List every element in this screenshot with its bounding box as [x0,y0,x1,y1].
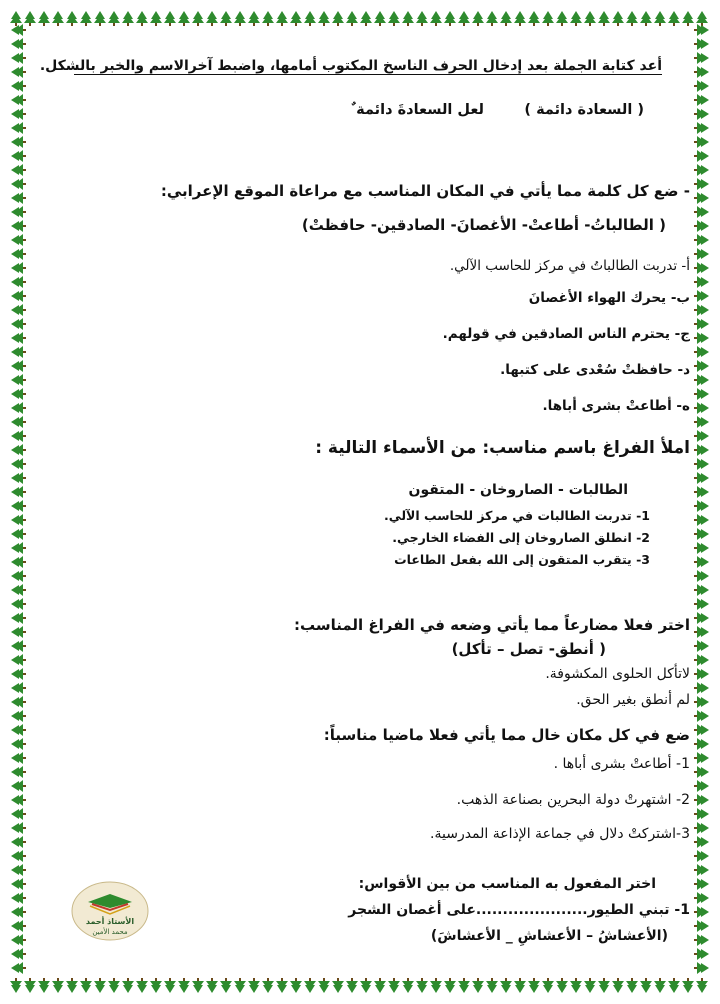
tree-ornament [694,836,709,848]
s3-question-1: 1- تدربت الطالبات في مركز للحاسب الآلي. [383,508,650,523]
tree-ornament [402,11,414,26]
tree-ornament [11,584,26,596]
tree-ornament [11,430,26,442]
tree-ornament [52,11,64,26]
s6-question-1: 1- تبني الطيور.....................على أغصان الشجر [348,902,690,918]
teacher-logo [70,880,150,942]
tree-ornament [694,402,709,414]
tree-ornament [11,906,26,918]
tree-ornament [220,11,232,26]
tree-ornament [694,430,709,442]
tree-ornament [136,11,148,26]
tree-ornament [234,11,246,26]
tree-ornament [52,978,64,993]
s2-title: - ضع كل كلمة مما يأتي في المكان المناسب مع مراعاة الموقع الإعرابي: [160,182,690,200]
tree-ornament [416,11,428,26]
tree-ornament [694,66,709,78]
tree-ornament [11,346,26,358]
tree-ornament [694,878,709,890]
tree-ornament [304,978,316,993]
tree-ornament [11,206,26,218]
tree-ornament [626,11,638,26]
tree-ornament [11,668,26,680]
s6-options: (الأعشاشُ – الأعشاشِ _ الأعشاشَ) [430,928,668,944]
tree-ornament [694,864,709,876]
tree-ornament [360,978,372,993]
s3-question-2: 2- انطلق الصاروخان إلى الفضاء الخارجي. [392,530,650,545]
tree-ornament [11,808,26,820]
tree-ornament [694,906,709,918]
s3-words: الطالبات - الصاروخان - المتقون [408,482,628,498]
tree-ornament [694,248,709,260]
tree-ornament [696,11,708,26]
tree-ornament [694,192,709,204]
tree-ornament [11,234,26,246]
tree-ornament [94,11,106,26]
header-instruction: أعد كتابة الجملة بعد إدخال الحرف الناسخ المكتوب أمامها، واضبط آخرالاسم والخبر بالشكل. [39,58,662,74]
s4-words: ( أنطق- تصل – تأكل) [451,640,606,658]
tree-ornament [626,978,638,993]
tree-ornament [11,934,26,946]
tree-ornament [570,11,582,26]
tree-ornament [694,696,709,708]
tree-ornament [150,11,162,26]
tree-ornament [10,978,22,993]
tree-ornament [164,978,176,993]
tree-ornament [192,978,204,993]
tree-ornament [694,150,709,162]
tree-ornament [290,978,302,993]
tree-ornament [150,978,162,993]
tree-ornament [11,192,26,204]
tree-ornament [694,318,709,330]
s2-question-b: ب- يحرك الهواء الأغصانَ [528,290,690,306]
tree-ornament [694,276,709,288]
s5-question-2: 2- اشتهرتْ دولة البحرين بصناعة الذهب. [456,792,690,808]
tree-ornament [694,388,709,400]
tree-ornament [694,52,709,64]
tree-ornament [11,682,26,694]
tree-ornament [11,150,26,162]
tree-ornament [430,11,442,26]
tree-ornament [11,290,26,302]
tree-ornament [388,11,400,26]
tree-ornament [11,962,26,974]
tree-ornament [11,318,26,330]
tree-ornament [694,458,709,470]
tree-ornament [458,11,470,26]
tree-ornament [694,808,709,820]
s4-title: اختر فعلا مضارعاً مما يأتي وضعه في الفراغ المناسب: [293,616,690,634]
tree-ornament [11,178,26,190]
tree-ornament [694,724,709,736]
s1-item-a: ( السعادة دائمة ) [524,102,644,118]
tree-ornament [640,11,652,26]
tree-ornament [694,108,709,120]
s2-question-d: د- حافظتْ سُعْدى على كتبها. [500,362,690,378]
tree-ornament [11,724,26,736]
tree-ornament [570,978,582,993]
tree-ornament [694,262,709,274]
tree-ornament [696,978,708,993]
tree-ornament [304,11,316,26]
s5-question-3: 3-اشتركتْ دلال في جماعة الإذاعة المدرسية. [430,826,690,842]
tree-ornament [528,11,540,26]
tree-ornament [11,598,26,610]
tree-ornament [416,978,428,993]
s3-question-3: 3- يتقرب المتقون إلى الله بفعل الطاعات [394,552,650,567]
tree-ornament [360,11,372,26]
tree-ornament [694,374,709,386]
tree-ornament [694,668,709,680]
tree-ornament [458,978,470,993]
tree-ornament [694,752,709,764]
tree-ornament [178,978,190,993]
tree-ornament [682,978,694,993]
s5-title: ضع في كل مكان خال مما يأتي فعلا ماضيا مناسباً: [323,726,690,744]
tree-ornament [694,346,709,358]
tree-ornament [24,978,36,993]
tree-ornament [694,220,709,232]
tree-ornament [598,978,610,993]
tree-ornament [374,978,386,993]
tree-ornament [430,978,442,993]
svg-text:محمد الأمين: محمد الأمين [92,928,128,936]
s2-question-a: أ- تدربت الطالباتُ في مركز للحاسب الآلي. [449,258,690,274]
s2-words: ( الطالباتُ- أطاعتْ- الأغصانَ- الصادقين- حافظتْ) [301,216,666,234]
tree-ornament [11,542,26,554]
tree-ornament [318,11,330,26]
tree-ornament [11,402,26,414]
tree-ornament [11,570,26,582]
tree-ornament [694,682,709,694]
tree-ornament [694,472,709,484]
tree-ornament [11,766,26,778]
tree-ornament [11,850,26,862]
tree-ornament [11,528,26,540]
tree-ornament [694,640,709,652]
tree-ornament [694,234,709,246]
tree-ornament [332,978,344,993]
tree-ornament [500,11,512,26]
tree-ornament [262,978,274,993]
s4-question-1: لاتأكل الحلوى المكشوفة. [545,666,690,682]
tree-ornament [11,836,26,848]
tree-ornament [346,11,358,26]
tree-ornament [11,472,26,484]
tree-ornament [694,934,709,946]
tree-ornament [402,978,414,993]
tree-ornament [11,696,26,708]
tree-ornament [694,500,709,512]
tree-ornament [262,11,274,26]
tree-ornament [11,94,26,106]
tree-ornament [694,486,709,498]
tree-ornament [11,248,26,260]
tree-ornament [108,978,120,993]
tree-ornament [694,416,709,428]
tree-ornament [108,11,120,26]
tree-ornament [694,766,709,778]
tree-ornament [694,654,709,666]
tree-ornament [694,80,709,92]
tree-ornament [11,514,26,526]
tree-ornament [374,11,386,26]
tree-ornament [694,598,709,610]
tree-ornament [24,11,36,26]
tree-ornament [500,978,512,993]
tree-ornament [682,11,694,26]
svg-text:الأستاذ أحمد: الأستاذ أحمد [85,917,135,926]
s6-title: اختر المفعول به المناسب من بين الأقواس: [358,876,656,892]
tree-ornament [66,978,78,993]
tree-ornament [11,486,26,498]
tree-ornament [612,11,624,26]
tree-ornament [11,360,26,372]
tree-ornament [694,794,709,806]
tree-ornament [11,444,26,456]
tree-ornament [94,978,106,993]
tree-ornament [694,514,709,526]
tree-ornament [556,978,568,993]
tree-ornament [694,710,709,722]
tree-ornament [694,528,709,540]
tree-ornament [444,978,456,993]
tree-ornament [694,892,709,904]
tree-ornament [276,11,288,26]
tree-ornament [486,11,498,26]
s3-title: املأ الفراغ باسم مناسب: من الأسماء التالية : [315,438,690,458]
tree-ornament [556,11,568,26]
tree-ornament [694,206,709,218]
tree-ornament [11,864,26,876]
tree-ornament [612,978,624,993]
tree-ornament [234,978,246,993]
tree-ornament [11,892,26,904]
tree-ornament [694,94,709,106]
tree-ornament [11,416,26,428]
tree-ornament [122,978,134,993]
tree-ornament [694,626,709,638]
tree-ornament [192,11,204,26]
tree-ornament [694,850,709,862]
tree-ornament [332,11,344,26]
tree-ornament [694,612,709,624]
tree-ornament [11,122,26,134]
tree-ornament [11,654,26,666]
tree-ornament [694,584,709,596]
tree-ornament [11,920,26,932]
tree-ornament [694,178,709,190]
tree-ornament [694,962,709,974]
tree-ornament [388,978,400,993]
tree-ornament [668,11,680,26]
tree-ornament [486,978,498,993]
tree-ornament [694,360,709,372]
tree-ornament [598,11,610,26]
tree-ornament [11,640,26,652]
tree-ornament [11,612,26,624]
tree-ornament [11,948,26,960]
tree-ornament [668,978,680,993]
tree-ornament [290,11,302,26]
tree-ornament [11,500,26,512]
tree-ornament [11,388,26,400]
tree-ornament [694,304,709,316]
tree-ornament [11,164,26,176]
tree-ornament [38,11,50,26]
tree-ornament [584,978,596,993]
tree-ornament [11,738,26,750]
tree-ornament [178,11,190,26]
tree-ornament [11,374,26,386]
tree-ornament [694,920,709,932]
tree-ornament [654,11,666,26]
tree-ornament [694,332,709,344]
tree-ornament [694,780,709,792]
tree-ornament [654,978,666,993]
tree-ornament [472,11,484,26]
tree-ornament [694,24,709,36]
tree-ornament [11,24,26,36]
tree-ornament [220,978,232,993]
tree-ornament [11,38,26,50]
tree-ornament [206,11,218,26]
tree-ornament [11,822,26,834]
tree-ornament [514,11,526,26]
tree-ornament [694,822,709,834]
tree-ornament [318,978,330,993]
tree-ornament [206,978,218,993]
tree-ornament [694,570,709,582]
worksheet-page [36,36,690,968]
tree-ornament [248,11,260,26]
tree-ornament [346,978,358,993]
tree-ornament [514,978,526,993]
tree-ornament [694,136,709,148]
tree-ornament [444,11,456,26]
s5-question-1: 1- أطاعتْ بشرى أباها . [553,756,690,772]
tree-ornament [11,276,26,288]
tree-ornament [694,948,709,960]
tree-ornament [11,108,26,120]
tree-ornament [11,52,26,64]
s1-item-b: لعل السعادةَ دائمة ٌ [351,102,484,118]
tree-ornament [542,978,554,993]
tree-ornament [11,136,26,148]
tree-ornament [640,978,652,993]
tree-ornament [584,11,596,26]
tree-ornament [11,332,26,344]
tree-ornament [248,978,260,993]
tree-ornament [472,978,484,993]
tree-ornament [694,738,709,750]
tree-ornament [11,220,26,232]
tree-ornament [11,66,26,78]
tree-ornament [542,11,554,26]
s2-question-c: ج- يحترم الناس الصادقين في قولهم. [442,326,690,342]
tree-ornament [10,11,22,26]
tree-ornament [694,444,709,456]
tree-ornament [136,978,148,993]
tree-ornament [694,164,709,176]
s2-question-e: ه- أطاعتْ بشرى أباها. [542,398,690,414]
tree-ornament [694,290,709,302]
tree-ornament [11,626,26,638]
tree-ornament [11,794,26,806]
tree-ornament [694,542,709,554]
tree-ornament [11,878,26,890]
tree-ornament [694,122,709,134]
tree-ornament [694,556,709,568]
tree-ornament [11,80,26,92]
tree-ornament [11,458,26,470]
tree-ornament [164,11,176,26]
s4-question-2: لم أنطق بغير الحق. [576,692,690,708]
tree-ornament [66,11,78,26]
tree-ornament [11,262,26,274]
tree-ornament [694,38,709,50]
tree-ornament [122,11,134,26]
tree-ornament [11,556,26,568]
tree-ornament [276,978,288,993]
tree-ornament [38,978,50,993]
tree-ornament [11,304,26,316]
tree-ornament [11,752,26,764]
tree-ornament [80,978,92,993]
tree-ornament [11,710,26,722]
tree-ornament [80,11,92,26]
tree-ornament [11,780,26,792]
tree-ornament [528,978,540,993]
